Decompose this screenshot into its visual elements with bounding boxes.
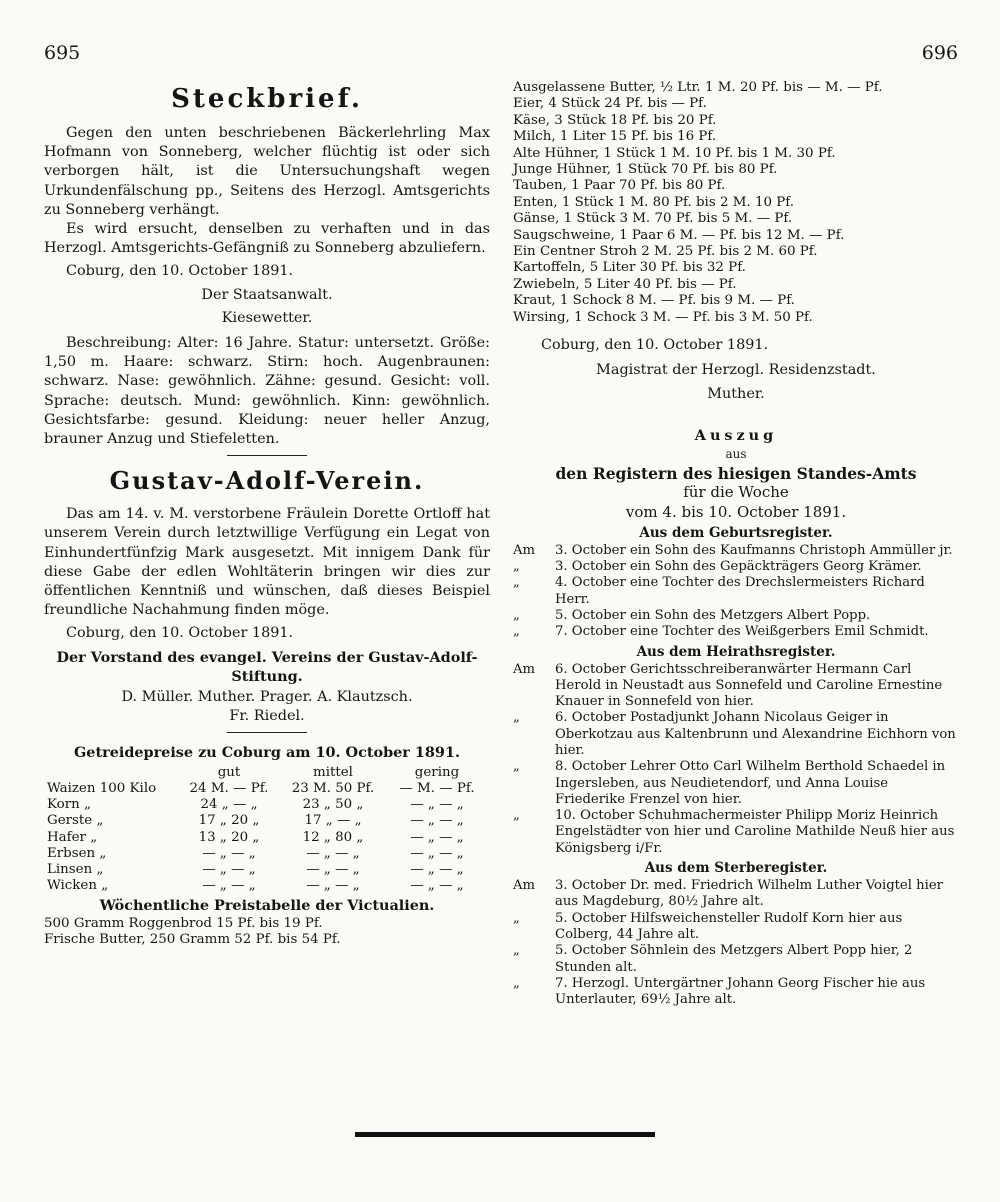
verein-names-2: Fr. Riedel. xyxy=(229,708,305,725)
grain-header-gut: gut xyxy=(217,764,241,780)
entry-text: 5. October ein Sohn des Metzgers Albert Popp. xyxy=(555,607,871,623)
entry-text: 5. October Söhnlein des Metzgers Albert Popp hier, 2 Stunden alt. xyxy=(555,943,913,975)
entry-text: 3. October Dr. med. Friedrich Wilhelm Luther Voigtel hier aus Magdeburg, 80½ Jahre alt. xyxy=(555,878,943,910)
register-entry xyxy=(513,575,959,608)
left-column xyxy=(44,80,490,948)
victual-dateline: Coburg, den 10. October 1891. xyxy=(541,337,769,354)
grain-price-cell: — „ — „ xyxy=(410,861,464,877)
grain-price-cell: — „ — „ xyxy=(306,878,360,894)
entry-text: 6. October Postadjunkt Johann Nicolaus Geiger in Oberkotzau aus Kaltenbrunn und Alexandrine Eichhorn von hier. xyxy=(555,710,956,758)
grain-name-cell: Hafer „ xyxy=(47,829,98,845)
register-entry xyxy=(513,976,959,1009)
entry-prefix: „ xyxy=(513,575,520,591)
grain-price-cell: 17 „ 20 „ xyxy=(198,813,260,829)
register-entry xyxy=(513,759,959,808)
entry-text: 4. October eine Tochter des Drechslermeisters Richard Herr. xyxy=(555,575,925,607)
page-number-right: 696 xyxy=(921,42,958,64)
victual-price-line: Tauben, 1 Paar 70 Pf. bis 80 Pf. xyxy=(513,178,726,194)
grain-price-cell: — „ — „ xyxy=(410,813,464,829)
steckbrief-office: Der Staatsanwalt. xyxy=(201,286,333,303)
section-divider xyxy=(227,455,307,456)
grain-price-cell: 24 M. — Pf. xyxy=(189,780,269,796)
verein-body: Das am 14. v. M. verstorbene Fräulein Dorette Ortloff hat unserem Verein durch letztwillige Verfügung ein Legat von Einhundertfünfzig Mark ausgesetzt. Mit innigem Dank für diese Gabe der edlen Wohltäterin bringen wir dies zur öffentlichen Kenntniß und wünschen, daß dieses Beispiel freundliche Nachahmung finden möge. xyxy=(44,506,490,619)
marriages-list xyxy=(513,662,959,858)
steckbrief-request: Es wird ersucht, denselben zu verhaften und in das Herzogl. Amtsgerichts-Gefängniß zu Sonneberg abzuliefern. xyxy=(44,221,490,257)
entry-prefix: „ xyxy=(513,943,520,959)
grain-price-table xyxy=(44,765,488,895)
grain-header-gering: gering xyxy=(414,764,460,780)
grain-price-cell: — „ — „ xyxy=(202,878,256,894)
weekly-line-1: 500 Gramm Roggenbrod 15 Pf. bis 19 Pf. xyxy=(44,915,323,931)
grain-row xyxy=(44,846,488,862)
steckbrief-dateline: Coburg, den 10. October 1891. xyxy=(66,263,294,280)
entry-prefix: „ xyxy=(513,910,520,926)
register-entry xyxy=(513,878,959,911)
grain-title: Getreidepreise zu Coburg am 10. October 1891. xyxy=(74,744,460,762)
grain-price-cell: — „ — „ xyxy=(410,845,464,861)
entry-text: 5. October Hilfsweichensteller Rudolf Korn hier aus Colberg, 44 Jahre alt. xyxy=(555,910,903,942)
entry-prefix: „ xyxy=(513,624,520,640)
grain-name-cell: Gerste „ xyxy=(47,813,104,829)
victual-price-line: Gänse, 1 Stück 3 M. 70 Pf. bis 5 M. — Pf. xyxy=(513,211,793,227)
grain-name-cell: Waizen 100 Kilo xyxy=(47,780,157,796)
victual-price-line: Ein Centner Stroh 2 M. 25 Pf. bis 2 M. 60 Pf. xyxy=(513,244,818,260)
verein-board: Der Vorstand des evangel. Vereins der Gustav-Adolf-Stiftung. xyxy=(56,648,478,685)
grain-price-cell: — „ — „ xyxy=(202,845,256,861)
marriages-title: Aus dem Heirathsregister. xyxy=(636,643,836,660)
register-entry xyxy=(513,911,959,944)
grain-row xyxy=(44,878,488,894)
page-bottom-rule xyxy=(355,1132,655,1137)
grain-price-cell: 13 „ 20 „ xyxy=(198,829,260,845)
entry-prefix: Am xyxy=(513,542,536,558)
grain-row xyxy=(44,781,488,797)
right-column xyxy=(513,80,959,1008)
grain-name-cell: Linsen „ xyxy=(47,861,104,877)
grain-row xyxy=(44,862,488,878)
entry-text: 10. October Schuhmachermeister Philipp Moriz Heinrich Engelstädter von hier und Caroline Mathilde Neuß hier aus Königsberg i/Fr. xyxy=(555,808,955,856)
register-entry xyxy=(513,662,959,711)
grain-price-cell: — „ — „ xyxy=(410,829,464,845)
weekly-line-2: Frische Butter, 250 Gramm 52 Pf. bis 54 Pf. xyxy=(44,931,341,947)
grain-price-cell: 12 „ 80 „ xyxy=(302,829,364,845)
victual-price-line: Käse, 3 Stück 18 Pf. bis 20 Pf. xyxy=(513,112,717,128)
register-entry xyxy=(513,808,959,857)
births-list xyxy=(513,543,959,641)
entry-prefix: „ xyxy=(513,710,520,726)
victual-price-line: Milch, 1 Liter 15 Pf. bis 16 Pf. xyxy=(513,129,717,145)
magistrat: Magistrat der Herzogl. Residenzstadt. xyxy=(596,362,876,379)
victual-price-line: Eier, 4 Stück 24 Pf. bis — Pf. xyxy=(513,96,707,112)
entry-text: 8. October Lehrer Otto Carl Wilhelm Berthold Schaedel in Ingersleben, aus Neudietendorf, und Anna Louise Friederike Frenzel von hier. xyxy=(555,759,946,807)
entry-text: 3. October ein Sohn des Kaufmanns Christoph Ammüller jr. xyxy=(555,542,953,558)
page-number-left: 695 xyxy=(44,42,81,64)
entry-text: 7. October eine Tochter des Weißgerbers Emil Schmidt. xyxy=(555,624,929,640)
auszug-aus: aus xyxy=(725,446,747,461)
verein-dateline: Coburg, den 10. October 1891. xyxy=(66,625,294,642)
grain-row xyxy=(44,797,488,813)
register-entry xyxy=(513,543,959,559)
auszug-line-2: für die Woche xyxy=(683,483,789,502)
register-entry xyxy=(513,710,959,759)
grain-row xyxy=(44,813,488,829)
entry-prefix: „ xyxy=(513,607,520,623)
grain-price-cell: — „ — „ xyxy=(306,861,360,877)
magistrat-signer: Muther. xyxy=(707,385,765,402)
steckbrief-signer: Kiesewetter. xyxy=(221,309,313,326)
section-divider xyxy=(227,732,307,733)
entry-prefix: „ xyxy=(513,559,520,575)
grain-header-mittel: mittel xyxy=(313,764,353,780)
victual-price-line: Ausgelassene Butter, ½ Ltr. 1 M. 20 Pf. bis — M. — Pf. xyxy=(513,80,883,95)
entry-prefix: „ xyxy=(513,759,520,775)
births-title: Aus dem Geburtsregister. xyxy=(639,524,833,541)
steckbrief-body: Gegen den unten beschriebenen Bäckerlehrling Max Hofmann von Sonneberg, welcher flüchtig ist oder sich verborgen hält, ist die Untersuchungshaft wegen Urkundenfälschung pp., Seitens des Herzogl. Amtsgerichts zu Sonneberg verhängt. xyxy=(44,125,490,218)
victual-price-line: Kartoffeln, 5 Liter 30 Pf. bis 32 Pf. xyxy=(513,260,746,276)
auszug-line-1: den Registern des hiesigen Standes-Amts xyxy=(555,464,917,484)
victual-price-line: Wirsing, 1 Schock 3 M. — Pf. bis 3 M. 50 Pf. xyxy=(513,309,813,325)
verein-title: Gustav-Adolf-Verein. xyxy=(109,466,425,496)
grain-price-cell: 23 M. 50 Pf. xyxy=(291,780,375,796)
victual-price-line: Enten, 1 Stück 1 M. 80 Pf. bis 2 M. 10 Pf. xyxy=(513,194,794,210)
entry-text: 7. Herzogl. Untergärtner Johann Georg Fischer hie aus Unterlauter, 69½ Jahre alt. xyxy=(555,975,926,1008)
deaths-title: Aus dem Sterberegister. xyxy=(644,860,828,877)
grain-price-cell: — M. — Pf. xyxy=(399,780,475,796)
register-entry xyxy=(513,624,959,640)
victual-price-line: Alte Hühner, 1 Stück 1 M. 10 Pf. bis 1 M. 30 Pf. xyxy=(513,145,836,161)
grain-price-cell: — „ — „ xyxy=(306,845,360,861)
verein-names-1: D. Müller. Muther. Prager. A. Klautzsch. xyxy=(121,689,413,706)
entry-prefix: „ xyxy=(513,975,520,991)
auszug-title: Auszug xyxy=(694,426,778,444)
weekly-title: Wöchentliche Preistabelle der Victualien. xyxy=(99,897,435,915)
entry-text: 6. October Gerichtsschreiberanwärter Hermann Carl Herold in Neustadt aus Sonnefeld und Caroline Ernestine Knauer in Sonnefeld von hier. xyxy=(555,661,943,710)
grain-price-cell: 24 „ — „ xyxy=(200,797,258,813)
grain-price-cell: — „ — „ xyxy=(410,797,464,813)
grain-price-cell: 17 „ — „ xyxy=(304,813,362,829)
grain-price-cell: 23 „ 50 „ xyxy=(302,797,364,813)
auszug-line-3: vom 4. bis 10. October 1891. xyxy=(625,502,847,521)
grain-name-cell: Erbsen „ xyxy=(47,845,107,861)
deaths-list xyxy=(513,878,959,1008)
entry-prefix: Am xyxy=(513,878,536,894)
register-entry xyxy=(513,608,959,624)
steckbrief-title: Steckbrief. xyxy=(171,84,363,114)
victual-price-line: Saugschweine, 1 Paar 6 M. — Pf. bis 12 M. — Pf. xyxy=(513,227,845,243)
register-entry xyxy=(513,559,959,575)
entry-text: 3. October ein Sohn des Gepäckträgers Georg Krämer. xyxy=(555,559,922,575)
entry-prefix: Am xyxy=(513,661,536,677)
register-entry xyxy=(513,943,959,976)
entry-prefix: „ xyxy=(513,808,520,824)
grain-row xyxy=(44,830,488,846)
victual-price-line: Kraut, 1 Schock 8 M. — Pf. bis 9 M. — Pf. xyxy=(513,293,795,309)
victual-price-line: Junge Hühner, 1 Stück 70 Pf. bis 80 Pf. xyxy=(513,162,778,178)
grain-price-cell: — „ — „ xyxy=(202,861,256,877)
grain-price-cell: — „ — „ xyxy=(410,878,464,894)
victual-price-line: Zwiebeln, 5 Liter 40 Pf. bis — Pf. xyxy=(513,276,737,292)
grain-name-cell: Korn „ xyxy=(47,797,91,813)
steckbrief-description: Beschreibung: Alter: 16 Jahre. Statur: untersetzt. Größe: 1,50 m. Haare: schwarz. Stirn: hoch. Augenbraunen: schwarz. Nase: gewöhnlich. Zähne: gesund. Gesicht: voll. Sprache: deutsch. Mund: gewöhnlich. Kinn: gewöhnlich. Gesichtsfarbe: gesund. Kleidung: neuer heller Anzug, brauner Anzug und Stiefeletten. xyxy=(44,335,490,448)
grain-name-cell: Wicken „ xyxy=(47,878,109,894)
victual-price-list xyxy=(513,80,959,326)
